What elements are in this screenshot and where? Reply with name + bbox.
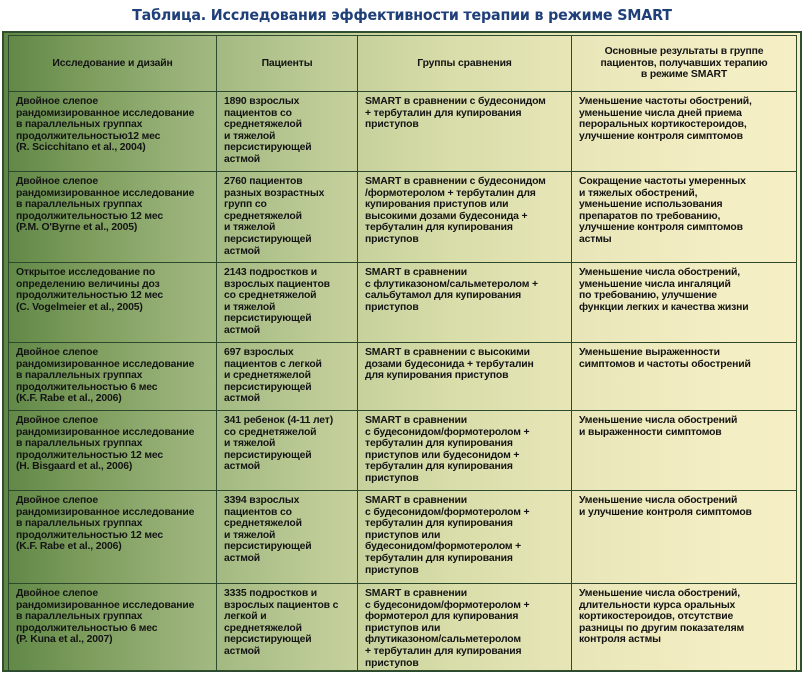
cell-groups: SMART в сравнении с высокими дозами будесонида + тербуталин для купирования приступов — [358, 343, 572, 411]
cell-design: Двойное слепое рандомизированное исследование в параллельных группах продолжительностью 6 мес (P. Kuna et al., 2007) — [9, 584, 217, 672]
cell-design: Двойное слепое рандомизированное исследование в параллельных группах продолжительностью 12 мес (H. Bisgaard et al., 2006) — [9, 411, 217, 491]
header-design: Исследование и дизайн — [9, 36, 217, 92]
cell-design: Двойное слепое рандомизированное исследование в параллельных группах продолжительностью 6 мес (K.F. Rabe et al., 2006) — [9, 343, 217, 411]
cell-results: Уменьшение числа обострений, длительности курса оральных кортикостероидов, отсутствие разницы по другим показателям контроля астмы — [572, 584, 797, 672]
cell-groups: SMART в сравнении с будесонидом/формотеролом + формотерол для купирования приступов или флутиказоном/сальметеролом + тербуталин для купирования приступов — [358, 584, 572, 672]
table-row — [9, 172, 797, 263]
cell-patients: 1890 взрослых пациентов со среднетяжелой и тяжелой персистирующей астмой — [217, 92, 358, 172]
header-results: Основные результаты в группе пациентов, получавших терапию в режиме SMART — [572, 36, 797, 92]
cell-results: Уменьшение числа обострений и выраженности симптомов — [572, 411, 797, 491]
cell-patients: 2760 пациентов разных возрастных групп со среднетяжелой и тяжелой персистирующей астмой — [217, 172, 358, 263]
cell-patients: 341 ребенок (4-11 лет) со среднетяжелой и тяжелой персистирующей астмой — [217, 411, 358, 491]
cell-patients: 3394 взрослых пациентов со среднетяжелой и тяжелой персистирующей астмой — [217, 491, 358, 584]
cell-groups: SMART в сравнении с будесонидом + тербуталин для купирования приступов — [358, 92, 572, 172]
table-title: Таблица. Исследования эффективности терапии в режиме SMART — [132, 6, 672, 24]
cell-groups: SMART в сравнении с будесонидом /формотеролом + тербуталин для купирования приступов или высокими дозами будесонида + тербуталин для купирования приступов — [358, 172, 572, 263]
smart-studies-table — [8, 35, 797, 672]
header-patients: Пациенты — [217, 36, 358, 92]
cell-results: Сокращение частоты умеренных и тяжелых обострений, уменьшение использования препаратов по требованию, улучшение контроля симптомов астмы — [572, 172, 797, 263]
cell-results: Уменьшение числа обострений и улучшение контроля симптомов — [572, 491, 797, 584]
table-row — [9, 92, 797, 172]
table-row — [9, 411, 797, 491]
cell-results: Уменьшение частоты обострений, уменьшение числа дней приема пероральных кортикостероидов, улучшение контроля симптомов — [572, 92, 797, 172]
cell-results: Уменьшение числа обострений, уменьшение числа ингаляций по требованию, улучшение функции легких и качества жизни — [572, 263, 797, 343]
cell-design: Двойное слепое рандомизированное исследование в параллельных группах продолжительностью 12 мес (P.M. O'Byrne et al., 2005) — [9, 172, 217, 263]
cell-results: Уменьшение выраженности симптомов и частоты обострений — [572, 343, 797, 411]
table-frame — [2, 31, 802, 672]
cell-groups: SMART в сравнении с будесонидом/формотеролом + тербуталин для купирования приступов или будесонидом + тербуталин для купирования приступов — [358, 411, 572, 491]
cell-patients: 2143 подростков и взрослых пациентов со среднетяжелой и тяжелой персистирующей астмой — [217, 263, 358, 343]
cell-patients: 697 взрослых пациентов с легкой и среднетяжелой персистирующей астмой — [217, 343, 358, 411]
cell-design: Двойное слепое рандомизированное исследование в параллельных группах продолжительностью12 мес (R. Scicchitano et al., 2004) — [9, 92, 217, 172]
cell-groups: SMART в сравнении с будесонидом/формотеролом + тербуталин для купирования приступов или будесонидом/формотеролом + тербуталин для купирования приступов — [358, 491, 572, 584]
cell-groups: SMART в сравнении с флутиказоном/сальметеролом + сальбутамол для купирования приступов — [358, 263, 572, 343]
table-row — [9, 263, 797, 343]
table-row — [9, 491, 797, 584]
table-row — [9, 584, 797, 672]
header-groups: Группы сравнения — [358, 36, 572, 92]
cell-design: Двойное слепое рандомизированное исследование в параллельных группах продолжительностью 12 мес (K.F. Rabe et al., 2006) — [9, 491, 217, 584]
table-row — [9, 343, 797, 411]
header-row — [9, 36, 797, 92]
cell-patients: 3335 подростков и взрослых пациентов с легкой и среднетяжелой персистирующей астмой — [217, 584, 358, 672]
cell-design: Открытое исследование по определению величины доз продолжительностью 12 мес (C. Vogelmeier et al., 2005) — [9, 263, 217, 343]
